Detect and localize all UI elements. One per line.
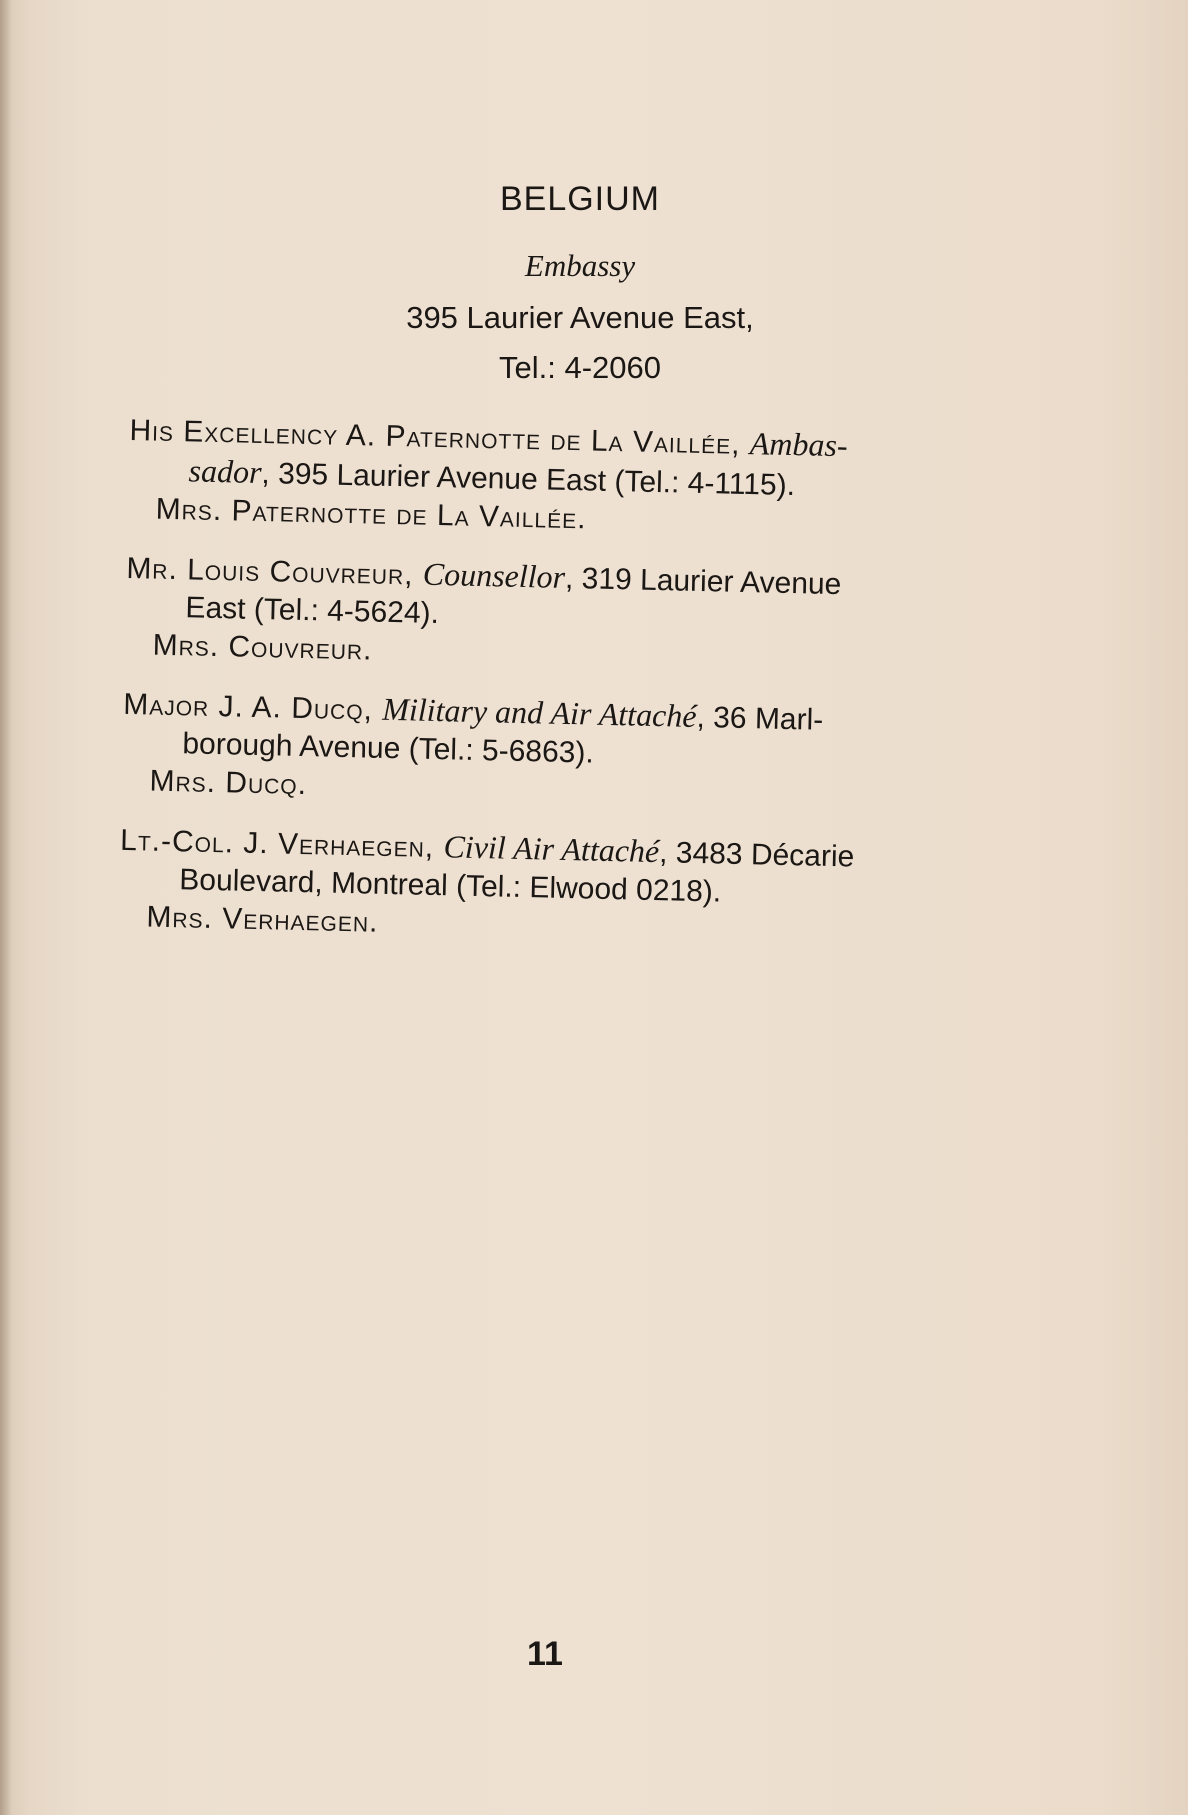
staff-name: Major J. A. Ducq, [122, 687, 383, 727]
staff-title: Ambas- [749, 425, 849, 464]
staff-name: Mr. Louis Couvreur, [126, 551, 424, 592]
staff-name: His Excellency A. Paternotte de La Vaillée, [129, 413, 751, 462]
embassy-address: 395 Laurier Avenue East, [406, 300, 754, 335]
embassy-subtitle: Embassy [524, 248, 636, 283]
staff-address: Boulevard, Montreal (Tel.: Elwood 0218). [178, 863, 722, 909]
staff-address: , 395 Laurier Avenue East (Tel.: 4-1115). [261, 457, 796, 503]
embassy-telephone: Tel.: 4-2060 [499, 350, 661, 385]
staff-title: Civil Air Attaché [443, 828, 660, 870]
spouse-name: Mrs. Couvreur. [152, 628, 373, 667]
staff-address: East (Tel.: 4-5624). [185, 591, 440, 631]
staff-address: , 319 Laurier Avenue [564, 561, 842, 602]
staff-address: , 3483 Décarie [658, 836, 855, 874]
staff-entry-military-attache [121, 684, 1023, 820]
staff-title: sador [188, 452, 262, 490]
spouse-name: Mrs. Paternotte de La Vaillée. [155, 492, 587, 536]
staff-list [118, 410, 1030, 976]
page-number: 11 [527, 1635, 563, 1673]
staff-entry-ambassador [127, 410, 1029, 548]
staff-title: Counsellor [422, 555, 566, 595]
staff-address: borough Avenue (Tel.: 5-6863). [182, 727, 595, 770]
staff-address: , 36 Marl- [696, 700, 824, 737]
staff-entry-civil-air-attache [118, 820, 1020, 956]
spouse-name: Mrs. Ducq. [149, 764, 308, 802]
spouse-name: Mrs. Verhaegen. [146, 900, 379, 939]
country-heading: BELGIUM [499, 180, 661, 218]
staff-entry-counsellor [124, 548, 1026, 684]
staff-name: Lt.-Col. J. Verhaegen, [119, 823, 444, 865]
staff-title: Military and Air Attaché [381, 690, 697, 734]
